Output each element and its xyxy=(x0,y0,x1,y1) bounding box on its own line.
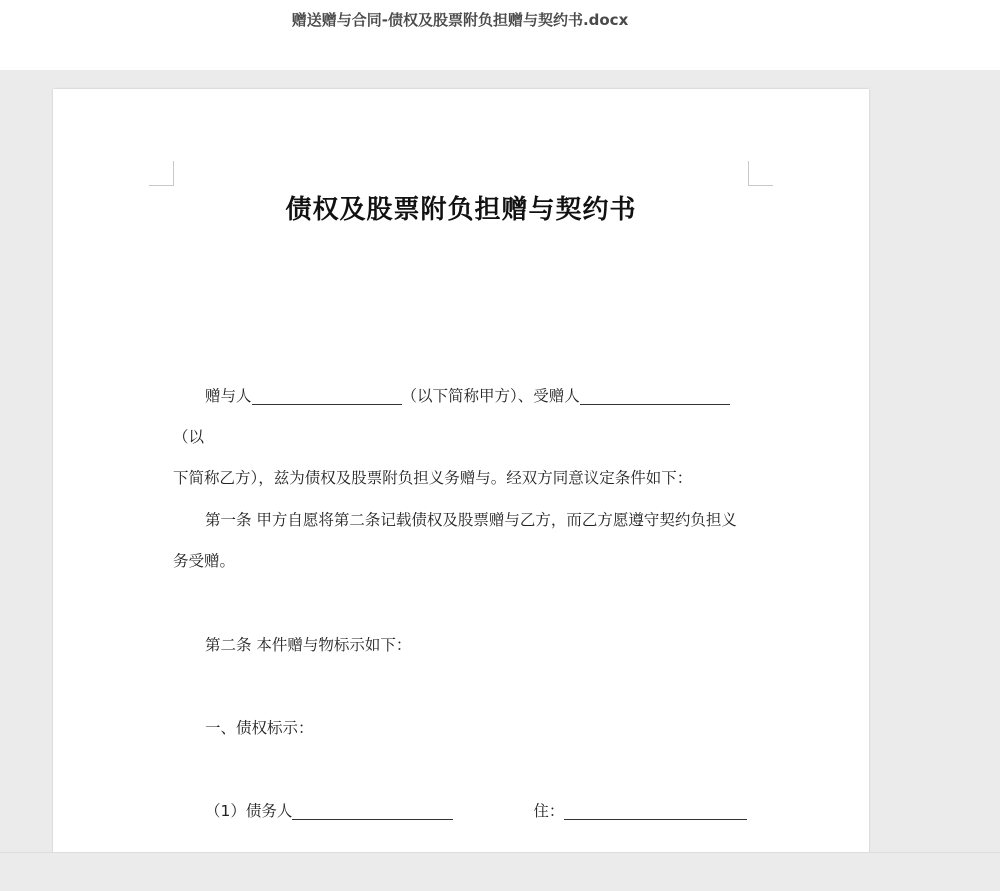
debtor-label: （1）债务人 xyxy=(205,802,293,820)
paragraph-article-2 xyxy=(173,625,753,666)
address-label: 住： xyxy=(533,802,565,820)
paragraph-parties-line1 xyxy=(173,376,753,458)
document-page xyxy=(53,89,869,879)
paragraph-claim-label xyxy=(173,708,753,749)
paragraph-article-1 xyxy=(173,500,753,582)
margin-corner-top-left xyxy=(149,161,174,186)
document-title: 债权及股票附负担赠与契约书 xyxy=(285,195,637,225)
title-bar xyxy=(0,0,1000,70)
claim-label-text: 一、债权标示： xyxy=(205,719,314,737)
donor-blank xyxy=(252,386,402,405)
file-title: 赠送赠与合同-债权及股票附负担赠与契约书.docx xyxy=(291,11,629,29)
address-blank xyxy=(564,801,747,820)
article-1-line2: 务受赠。 xyxy=(173,552,236,570)
article-1-text: 第一条 甲方自愿将第二条记载债权及股票赠与乙方，而乙方愿遵守契约负担义 xyxy=(205,511,737,529)
donee-blank xyxy=(580,386,730,405)
donor-label: 赠与人 xyxy=(205,387,252,405)
paragraph-parties xyxy=(173,376,753,499)
paragraph-debtor xyxy=(173,791,753,832)
article-1-line1 xyxy=(173,500,753,541)
party-a-note: （以下简称甲方）、受赠人 xyxy=(401,387,580,405)
margin-corner-top-right xyxy=(748,161,773,186)
article-2-text: 第二条 本件赠与物标示如下： xyxy=(205,636,412,654)
bottom-bar xyxy=(0,852,1000,891)
paragraph-parties-line2: 下简称乙方），兹为债权及股票附负担义务赠与。经双方同意议定条件如下： xyxy=(173,469,693,487)
debtor-blank xyxy=(292,801,453,820)
party-b-note-start: （以 xyxy=(173,428,205,446)
document-viewer[interactable] xyxy=(0,70,1000,852)
